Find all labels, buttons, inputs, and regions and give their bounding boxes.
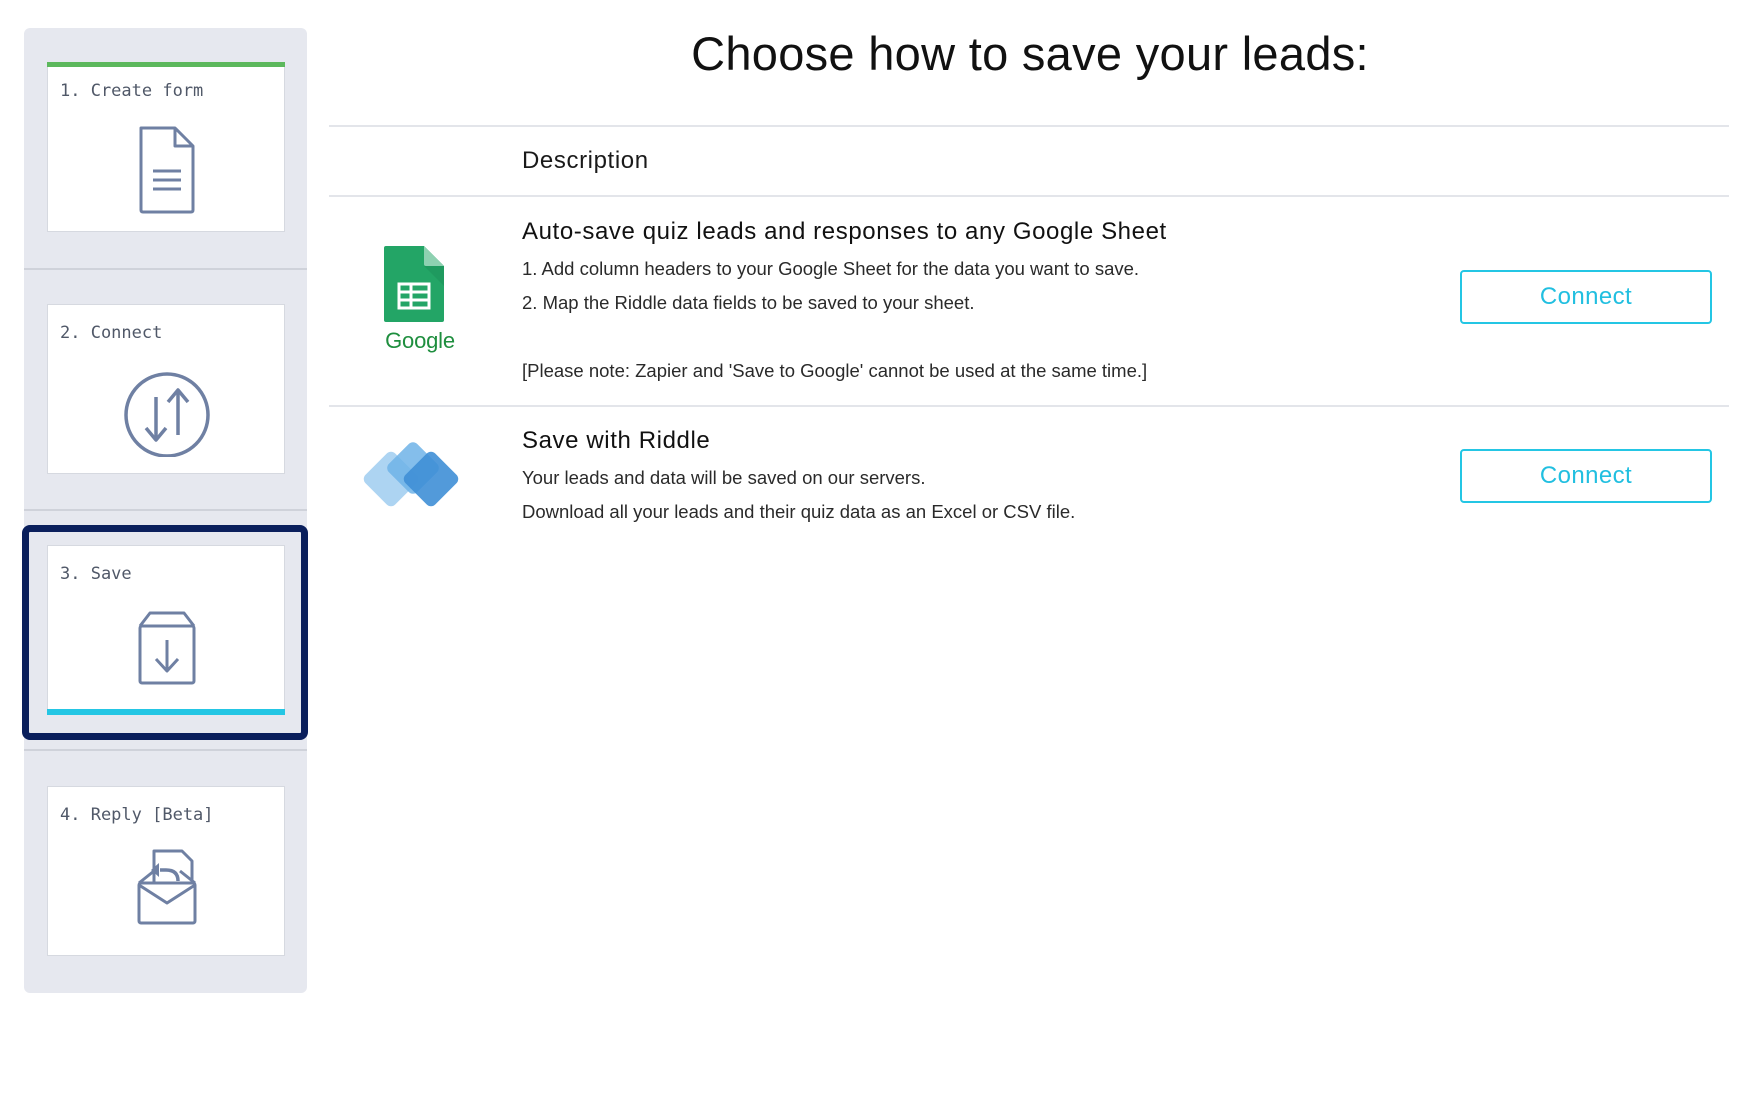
google-sheet-note: [Please note: Zapier and 'Save to Google' cannot be used at the same time.] bbox=[522, 360, 1148, 381]
google-sheet-step-1: 1. Add column headers to your Google Sheet for the data you want to save. bbox=[522, 258, 1140, 279]
step-label: 3. Save bbox=[60, 564, 132, 584]
google-sheet-option-title: Auto-save quiz leads and responses to any Google Sheet bbox=[522, 218, 1167, 245]
step-reply[interactable] bbox=[47, 786, 285, 956]
steps-sidebar bbox=[24, 28, 307, 993]
step-save[interactable] bbox=[47, 545, 285, 715]
step-divider bbox=[24, 268, 307, 270]
google-sheet-step-2: 2. Map the Riddle data fields to be saved to your sheet. bbox=[522, 292, 975, 313]
connect-riddle-button[interactable]: Connect bbox=[1460, 449, 1712, 503]
riddle-logo bbox=[360, 438, 475, 518]
step-create-form[interactable] bbox=[47, 62, 285, 232]
save-box-icon bbox=[122, 598, 212, 698]
table-top-divider bbox=[329, 125, 1729, 127]
description-column-header: Description bbox=[522, 147, 649, 174]
table-header-divider bbox=[329, 195, 1729, 197]
riddle-line-2: Download all your leads and their quiz data as an Excel or CSV file. bbox=[522, 501, 1076, 522]
table-row-divider bbox=[329, 405, 1729, 407]
step-divider bbox=[24, 509, 307, 511]
riddle-line-1: Your leads and data will be saved on our servers. bbox=[522, 467, 926, 488]
step-divider bbox=[24, 749, 307, 751]
document-icon bbox=[122, 115, 212, 215]
step-label: 1. Create form bbox=[60, 81, 204, 101]
step-complete-bar bbox=[47, 62, 285, 67]
reply-envelope-icon bbox=[122, 839, 212, 939]
google-logo-text: Google bbox=[385, 328, 455, 353]
step-connect[interactable] bbox=[47, 304, 285, 474]
riddle-option-title: Save with Riddle bbox=[522, 427, 711, 454]
step-label: 2. Connect bbox=[60, 323, 163, 343]
page-title: Choose how to save your leads: bbox=[691, 27, 1369, 80]
sync-arrows-icon bbox=[122, 357, 212, 457]
connect-google-sheet-button[interactable]: Connect bbox=[1460, 270, 1712, 324]
step-label: 4. Reply [Beta] bbox=[60, 805, 214, 825]
step-active-bar bbox=[47, 709, 285, 715]
